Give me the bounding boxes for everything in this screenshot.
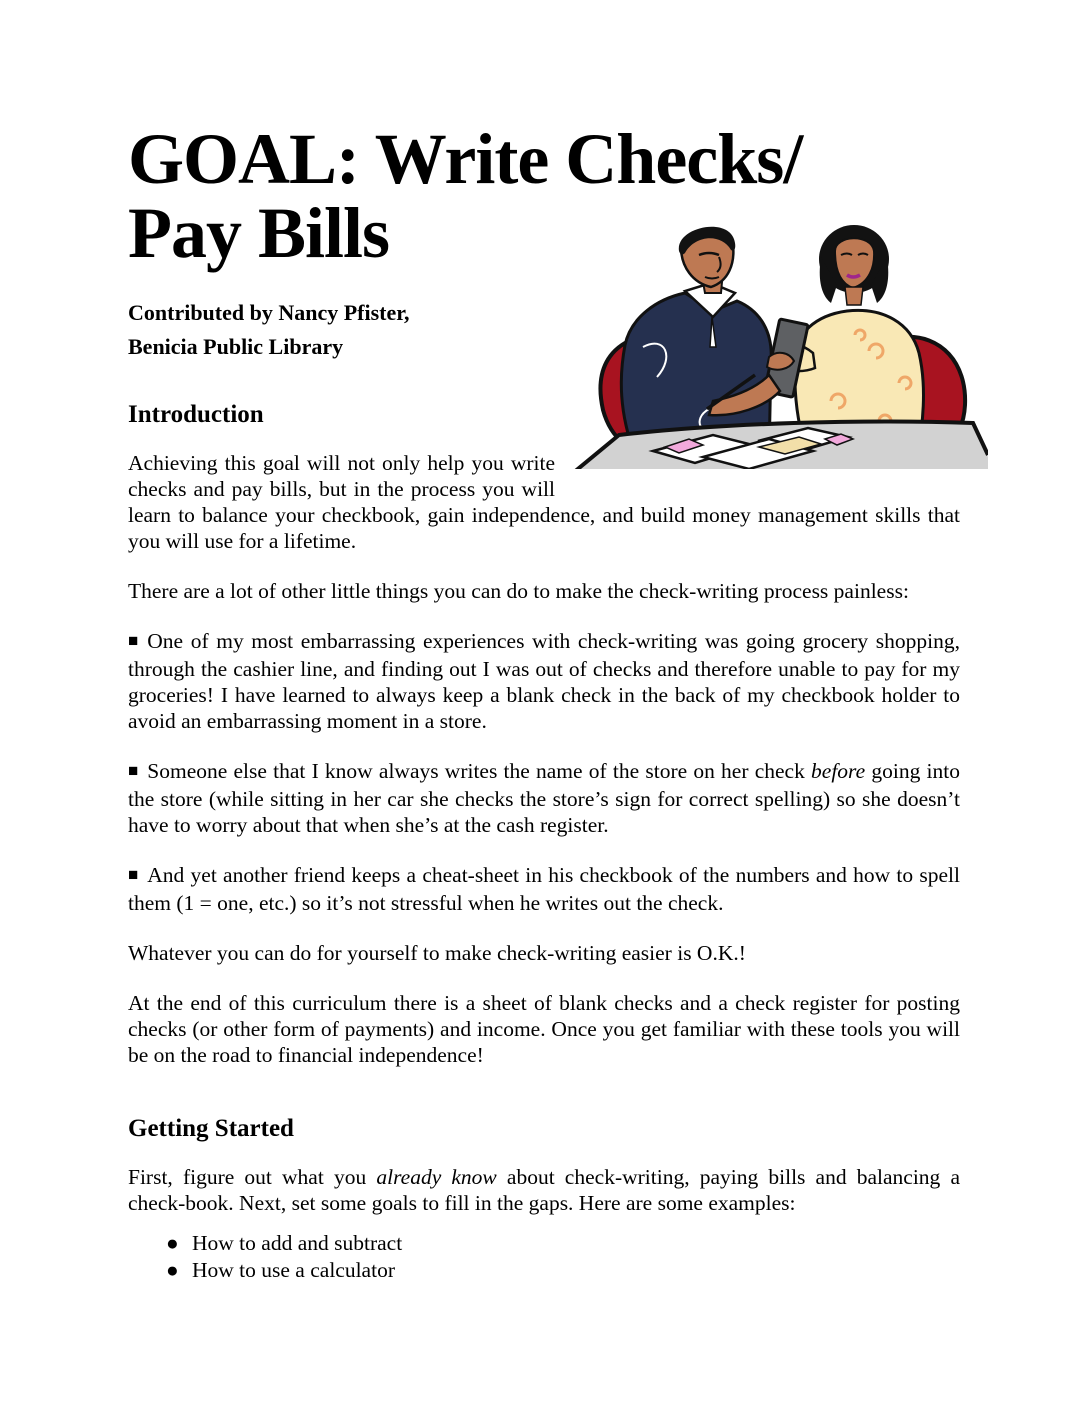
square-bullet-icon: ■ (128, 865, 139, 884)
page-title-line1: GOAL: Write Checks/ (128, 119, 803, 199)
gs-text-post: about check-writing, paying bills and balancing a check-book. Next, set some goals to fill in the gaps. Here are some examples: (128, 1165, 960, 1215)
square-bullet-icon: ■ (128, 761, 139, 780)
square-bullet-paragraph-2 (128, 758, 960, 838)
list-item (128, 1257, 960, 1284)
getting-started-paragraph (128, 1164, 960, 1216)
list-item-label: How to add and subtract (192, 1231, 403, 1255)
square-bullet-paragraph-1 (128, 628, 960, 734)
disc-bullet-icon: ● (166, 1231, 179, 1255)
contributor-line1: Contributed by Nancy Pfister, (128, 300, 410, 325)
square-bullet-paragraph-3 (128, 862, 960, 916)
gs-text-pre: First, figure out what you (128, 1165, 377, 1189)
disc-bullet-icon: ● (166, 1258, 179, 1282)
section-heading-getting-started: Getting Started (128, 1115, 294, 1142)
contributor-line2: Benicia Public Library (128, 334, 344, 359)
bullet-list (128, 1230, 960, 1284)
bullet-1-text: One of my most embarrassing experiences with check-writing was going grocery shopping, through the cashier line, and finding out I was out of checks and therefore unable to pay for my groceries! I have learned to always keep a blank check in the back of my checkbook holder to avoid an embarrassing moment in a store. (128, 629, 960, 733)
intro-paragraph-3: Whatever you can do for yourself to make check-writing easier is O.K.! (128, 941, 746, 965)
couple-illustration (555, 225, 988, 469)
section-heading-introduction: Introduction (128, 401, 264, 428)
gs-text-italic: already know (376, 1165, 497, 1189)
bullet-3-text: And yet another friend keeps a cheat-sheet in his checkbook of the numbers and how to spell them (1 = one, etc.) so it’s not stressful when he writes out the check. (128, 863, 960, 915)
list-item-label: How to use a calculator (192, 1258, 395, 1282)
bullet-2-text-pre: Someone else that I know always writes the name of the store on her check (147, 759, 812, 783)
intro-paragraph-4: At the end of this curriculum there is a sheet of blank checks and a check register for posting checks (or other form of payments) and income. Once you get familiar with these tools you will be on the road to financial independence! (128, 991, 960, 1067)
intro-paragraph-1: Achieving this goal will not only help you write checks and pay bills, but in the process you will learn to balance your checkbook, gain independence, and build money management skills that you will use for a lifetime. (128, 451, 960, 553)
couple-illustration-svg (573, 225, 988, 469)
square-bullet-icon: ■ (128, 631, 139, 650)
list-item (128, 1230, 960, 1257)
bullet-2-text-italic: before (811, 759, 866, 783)
bullet-2-text-post: going into the store (while sitting in her car she checks the store’s sign for correct spelling) so she doesn’t have to worry about that when she’s at the cash register. (128, 759, 960, 837)
page-title-line2: Pay Bills (128, 193, 390, 273)
intro-paragraph-2: There are a lot of other little things you can do to make the check-writing process painless: (128, 579, 909, 603)
